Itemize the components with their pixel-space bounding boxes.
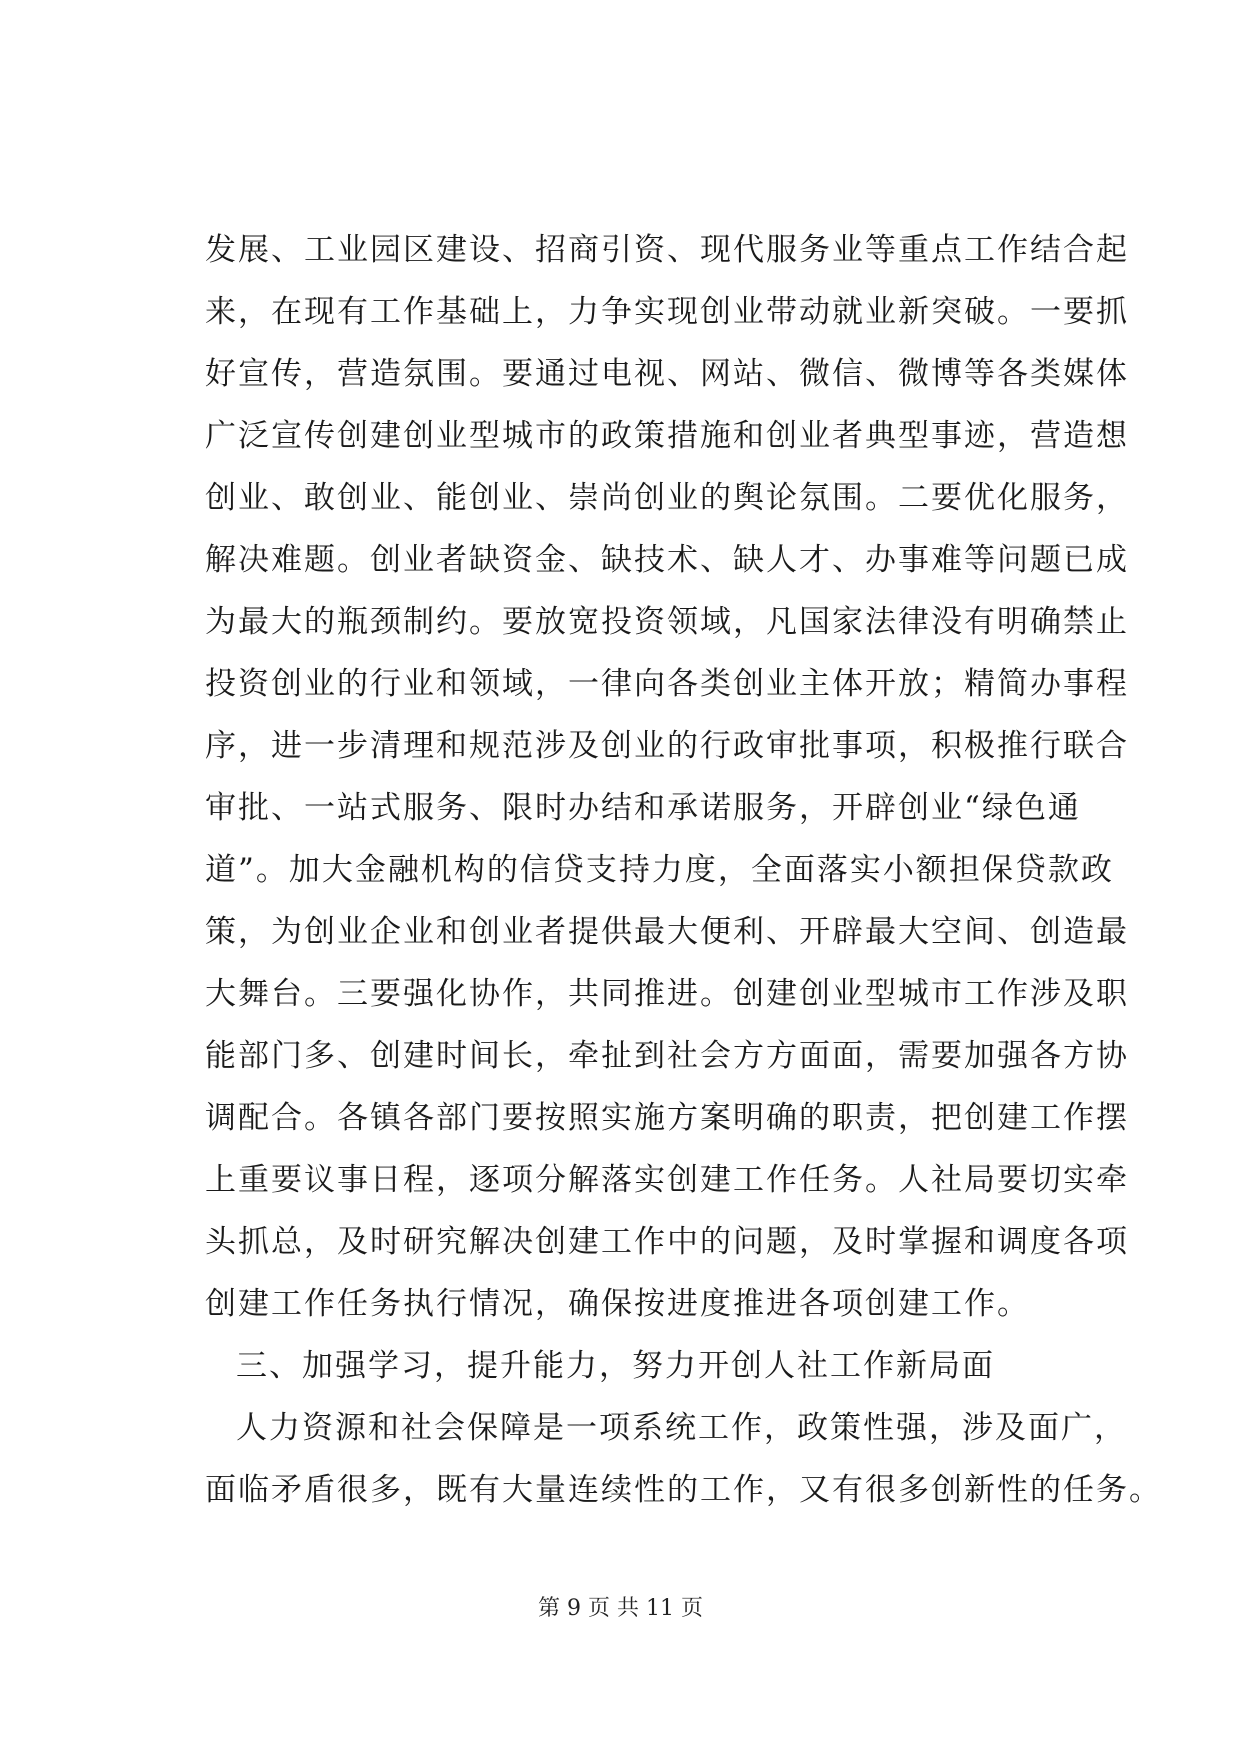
section-heading: 三、加强学习，提升能力，努力开创人社工作新局面 (236, 1348, 995, 1384)
paragraph-line: 上重要议事日程，逐项分解落实创建工作任务。人社局要切实牵 (205, 1162, 1129, 1198)
paragraph-line: 道”。加大金融机构的信贷支持力度，全面落实小额担保贷款政 (205, 852, 1114, 888)
paragraph-line: 能部门多、创建时间长，牵扯到社会方方面面，需要加强各方协 (205, 1038, 1129, 1074)
paragraph-line: 面临矛盾很多，既有大量连续性的工作，又有很多创新性的任务。 (205, 1472, 1162, 1508)
page-number-footer: 第 9 页 共 11 页 (538, 1596, 703, 1621)
paragraph-line: 调配合。各镇各部门要按照实施方案明确的职责，把创建工作摆 (205, 1100, 1129, 1136)
paragraph-line: 解决难题。创业者缺资金、缺技术、缺人才、办事难等问题已成 (205, 542, 1129, 578)
paragraph-line: 来，在现有工作基础上，力争实现创业带动就业新突破。一要抓 (205, 294, 1129, 330)
paragraph-line: 序，进一步清理和规范涉及创业的行政审批事项，积极推行联合 (205, 728, 1129, 764)
paragraph-line: 创建工作任务执行情况，确保按进度推进各项创建工作。 (205, 1286, 1030, 1322)
paragraph-line: 创业、敢创业、能创业、崇尚创业的舆论氛围。二要优化服务， (205, 480, 1129, 516)
paragraph-line: 策，为创业企业和创业者提供最大便利、开辟最大空间、创造最 (205, 914, 1129, 950)
paragraph-line: 广泛宣传创建创业型城市的政策措施和创业者典型事迹，营造想 (205, 418, 1129, 454)
paragraph-line: 人力资源和社会保障是一项系统工作，政策性强，涉及面广， (236, 1410, 1127, 1446)
document-body (205, 230, 1162, 1532)
paragraph-line: 好宣传，营造氛围。要通过电视、网站、微信、微博等各类媒体 (205, 356, 1129, 392)
paragraph-line: 发展、工业园区建设、招商引资、现代服务业等重点工作结合起 (205, 232, 1129, 268)
paragraph-line: 为最大的瓶颈制约。要放宽投资领域，凡国家法律没有明确禁止 (205, 604, 1129, 640)
paragraph-line: 审批、一站式服务、限时办结和承诺服务，开辟创业“绿色通 (205, 790, 1081, 826)
paragraph-line: 大舞台。三要强化协作，共同推进。创建创业型城市工作涉及职 (205, 976, 1129, 1012)
paragraph-line: 投资创业的行业和领域，一律向各类创业主体开放；精简办事程 (205, 666, 1129, 702)
paragraph-line: 头抓总，及时研究解决创建工作中的问题，及时掌握和调度各项 (205, 1224, 1129, 1260)
